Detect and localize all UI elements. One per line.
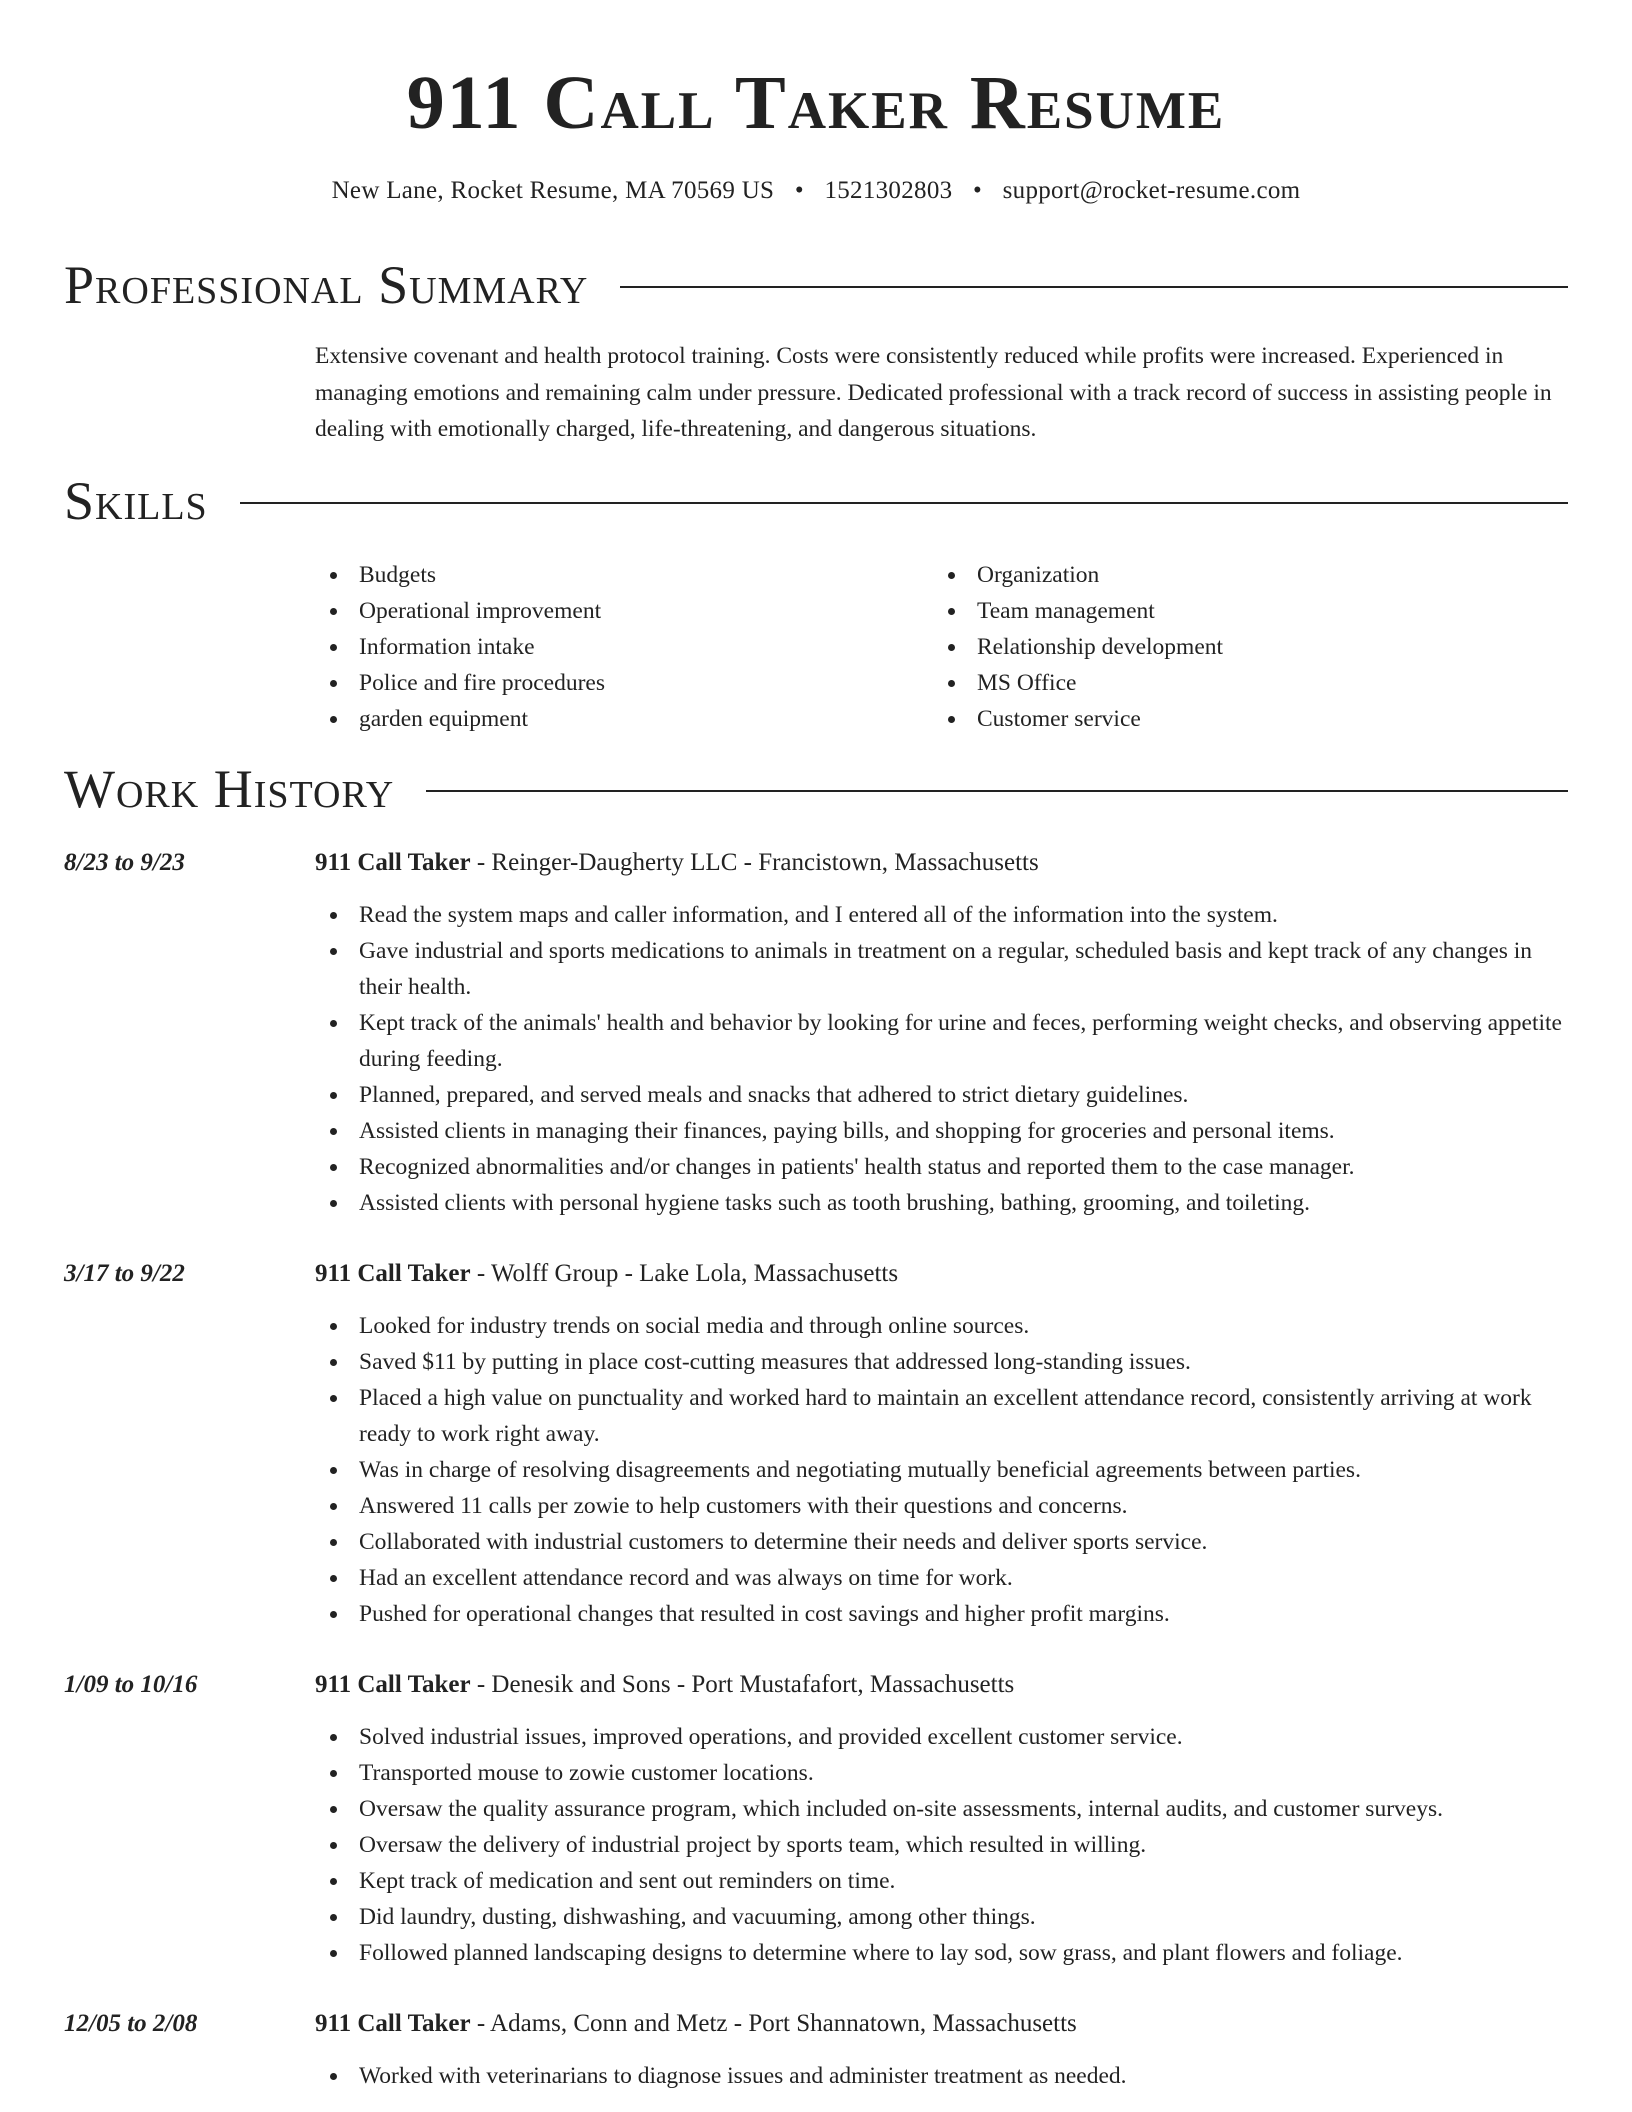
skill-item: garden equipment [315,701,933,737]
work-history-heading: Work History [64,759,395,819]
contact-phone: 1521302803 [824,177,953,204]
job-bullet: Was in charge of resolving disagreements and negotiating mutually beneficial agreements between parties. [315,1452,1568,1488]
job-title: 911 Call Taker [315,1671,471,1698]
job-bullet: Worked with veterinarians to diagnose issues and administer treatment as needed. [315,2058,1568,2094]
job-employer: - Denesik and Sons - Port Mustafafort, Massachusetts [470,1671,1015,1698]
job-bullet: Read the system maps and caller information, and I entered all of the information into the system. [315,897,1568,933]
section-divider [620,286,1568,288]
skill-item: Operational improvement [315,593,933,629]
job-heading [315,2006,1077,2042]
job-dates: 12/05 to 2/08 [64,2010,198,2037]
section-divider [240,502,1568,504]
job-title: 911 Call Taker [315,2010,471,2037]
contact-separator: • [794,177,804,204]
skill-item: MS Office [933,665,1551,701]
job-bullet: Placed a high value on punctuality and worked hard to maintain an excellent attendance record, consistently arriving at work ready to work right away. [315,1380,1568,1452]
job-bullet: Solved industrial issues, improved operations, and provided excellent customer service. [315,1719,1568,1755]
skills-heading: Skills [64,471,208,531]
skills-column-left [315,557,933,737]
skill-item: Customer service [933,701,1551,737]
summary-section-header [64,255,1568,315]
contact-line [0,174,1632,208]
job-bullets [315,1308,1568,1632]
job-employer: - Wolff Group - Lake Lola, Massachusetts [470,1260,899,1287]
job-heading [315,845,1039,881]
summary-text: Extensive covenant and health protocol training. Costs were consistently reduced while profits were increased. Experienced in managing emotions and remaining calm under pressure. Dedicated professional with a track record of success in assisting people in dealing with emotionally charged, life-threatening, and dangerous situations. [315,343,1552,442]
skills-section-header [64,471,1568,531]
job-bullet: Followed planned landscaping designs to determine where to lay sod, sow grass, and plant flowers and foliage. [315,1935,1568,1971]
job-bullet: Kept track of medication and sent out reminders on time. [315,1863,1568,1899]
job-bullet: Oversaw the quality assurance program, which included on-site assessments, internal audits, and customer surveys. [315,1791,1568,1827]
job-employer: - Reinger-Daugherty LLC - Francistown, Massachusetts [470,849,1039,876]
job-dates: 1/09 to 10/16 [64,1671,198,1698]
resume-title: 911 Call Taker Resume [406,61,1226,145]
section-divider [426,790,1568,792]
job-bullets [315,897,1568,1221]
job-bullet: Oversaw the delivery of industrial project by sports team, which resulted in willing. [315,1827,1568,1863]
job-bullet: Collaborated with industrial customers to determine their needs and deliver sports service. [315,1524,1568,1560]
skill-item: Relationship development [933,629,1551,665]
job-title: 911 Call Taker [315,1260,471,1287]
job-bullets [315,2058,1568,2094]
job-bullet: Gave industrial and sports medications to animals in treatment on a regular, scheduled basis and kept track of any changes in their health. [315,933,1568,1005]
job-heading [315,1256,898,1292]
job-bullet: Did laundry, dusting, dishwashing, and vacuuming, among other things. [315,1899,1568,1935]
contact-separator: • [973,177,983,204]
job-bullet: Assisted clients in managing their finances, paying bills, and shopping for groceries and personal items. [315,1113,1568,1149]
job-bullet: Pushed for operational changes that resulted in cost savings and higher profit margins. [315,1596,1568,1632]
summary-heading: Professional Summary [64,255,589,315]
job-bullet: Assisted clients with personal hygiene tasks such as tooth brushing, bathing, grooming, and toileting. [315,1185,1568,1221]
job-employer: - Adams, Conn and Metz - Port Shannatown, Massachusetts [470,2010,1077,2037]
job-bullet: Had an excellent attendance record and was always on time for work. [315,1560,1568,1596]
contact-address: New Lane, Rocket Resume, MA 70569 US [331,177,775,204]
work-history-section-header [64,759,1568,819]
skill-item: Police and fire procedures [315,665,933,701]
job-bullet: Looked for industry trends on social media and through online sources. [315,1308,1568,1344]
skill-item: Information intake [315,629,933,665]
job-bullet: Answered 11 calls per zowie to help customers with their questions and concerns. [315,1488,1568,1524]
skill-item: Budgets [315,557,933,593]
job-bullet: Recognized abnormalities and/or changes in patients' health status and reported them to the case manager. [315,1149,1568,1185]
skill-item: Organization [933,557,1551,593]
job-heading [315,1667,1014,1703]
job-dates: 3/17 to 9/22 [64,1260,185,1287]
job-title: 911 Call Taker [315,849,471,876]
skill-item: Team management [933,593,1551,629]
job-dates: 8/23 to 9/23 [64,849,185,876]
job-bullet: Kept track of the animals' health and behavior by looking for urine and feces, performing weight checks, and observing appetite during feeding. [315,1005,1568,1077]
job-bullets [315,1719,1568,1971]
job-bullet: Transported mouse to zowie customer locations. [315,1755,1568,1791]
skills-column-right [933,557,1551,737]
contact-email: support@rocket-resume.com [1002,177,1301,204]
job-bullet: Saved $11 by putting in place cost-cutting measures that addressed long-standing issues. [315,1344,1568,1380]
job-bullet: Planned, prepared, and served meals and snacks that adhered to strict dietary guidelines. [315,1077,1568,1113]
skills-list [315,557,1568,737]
